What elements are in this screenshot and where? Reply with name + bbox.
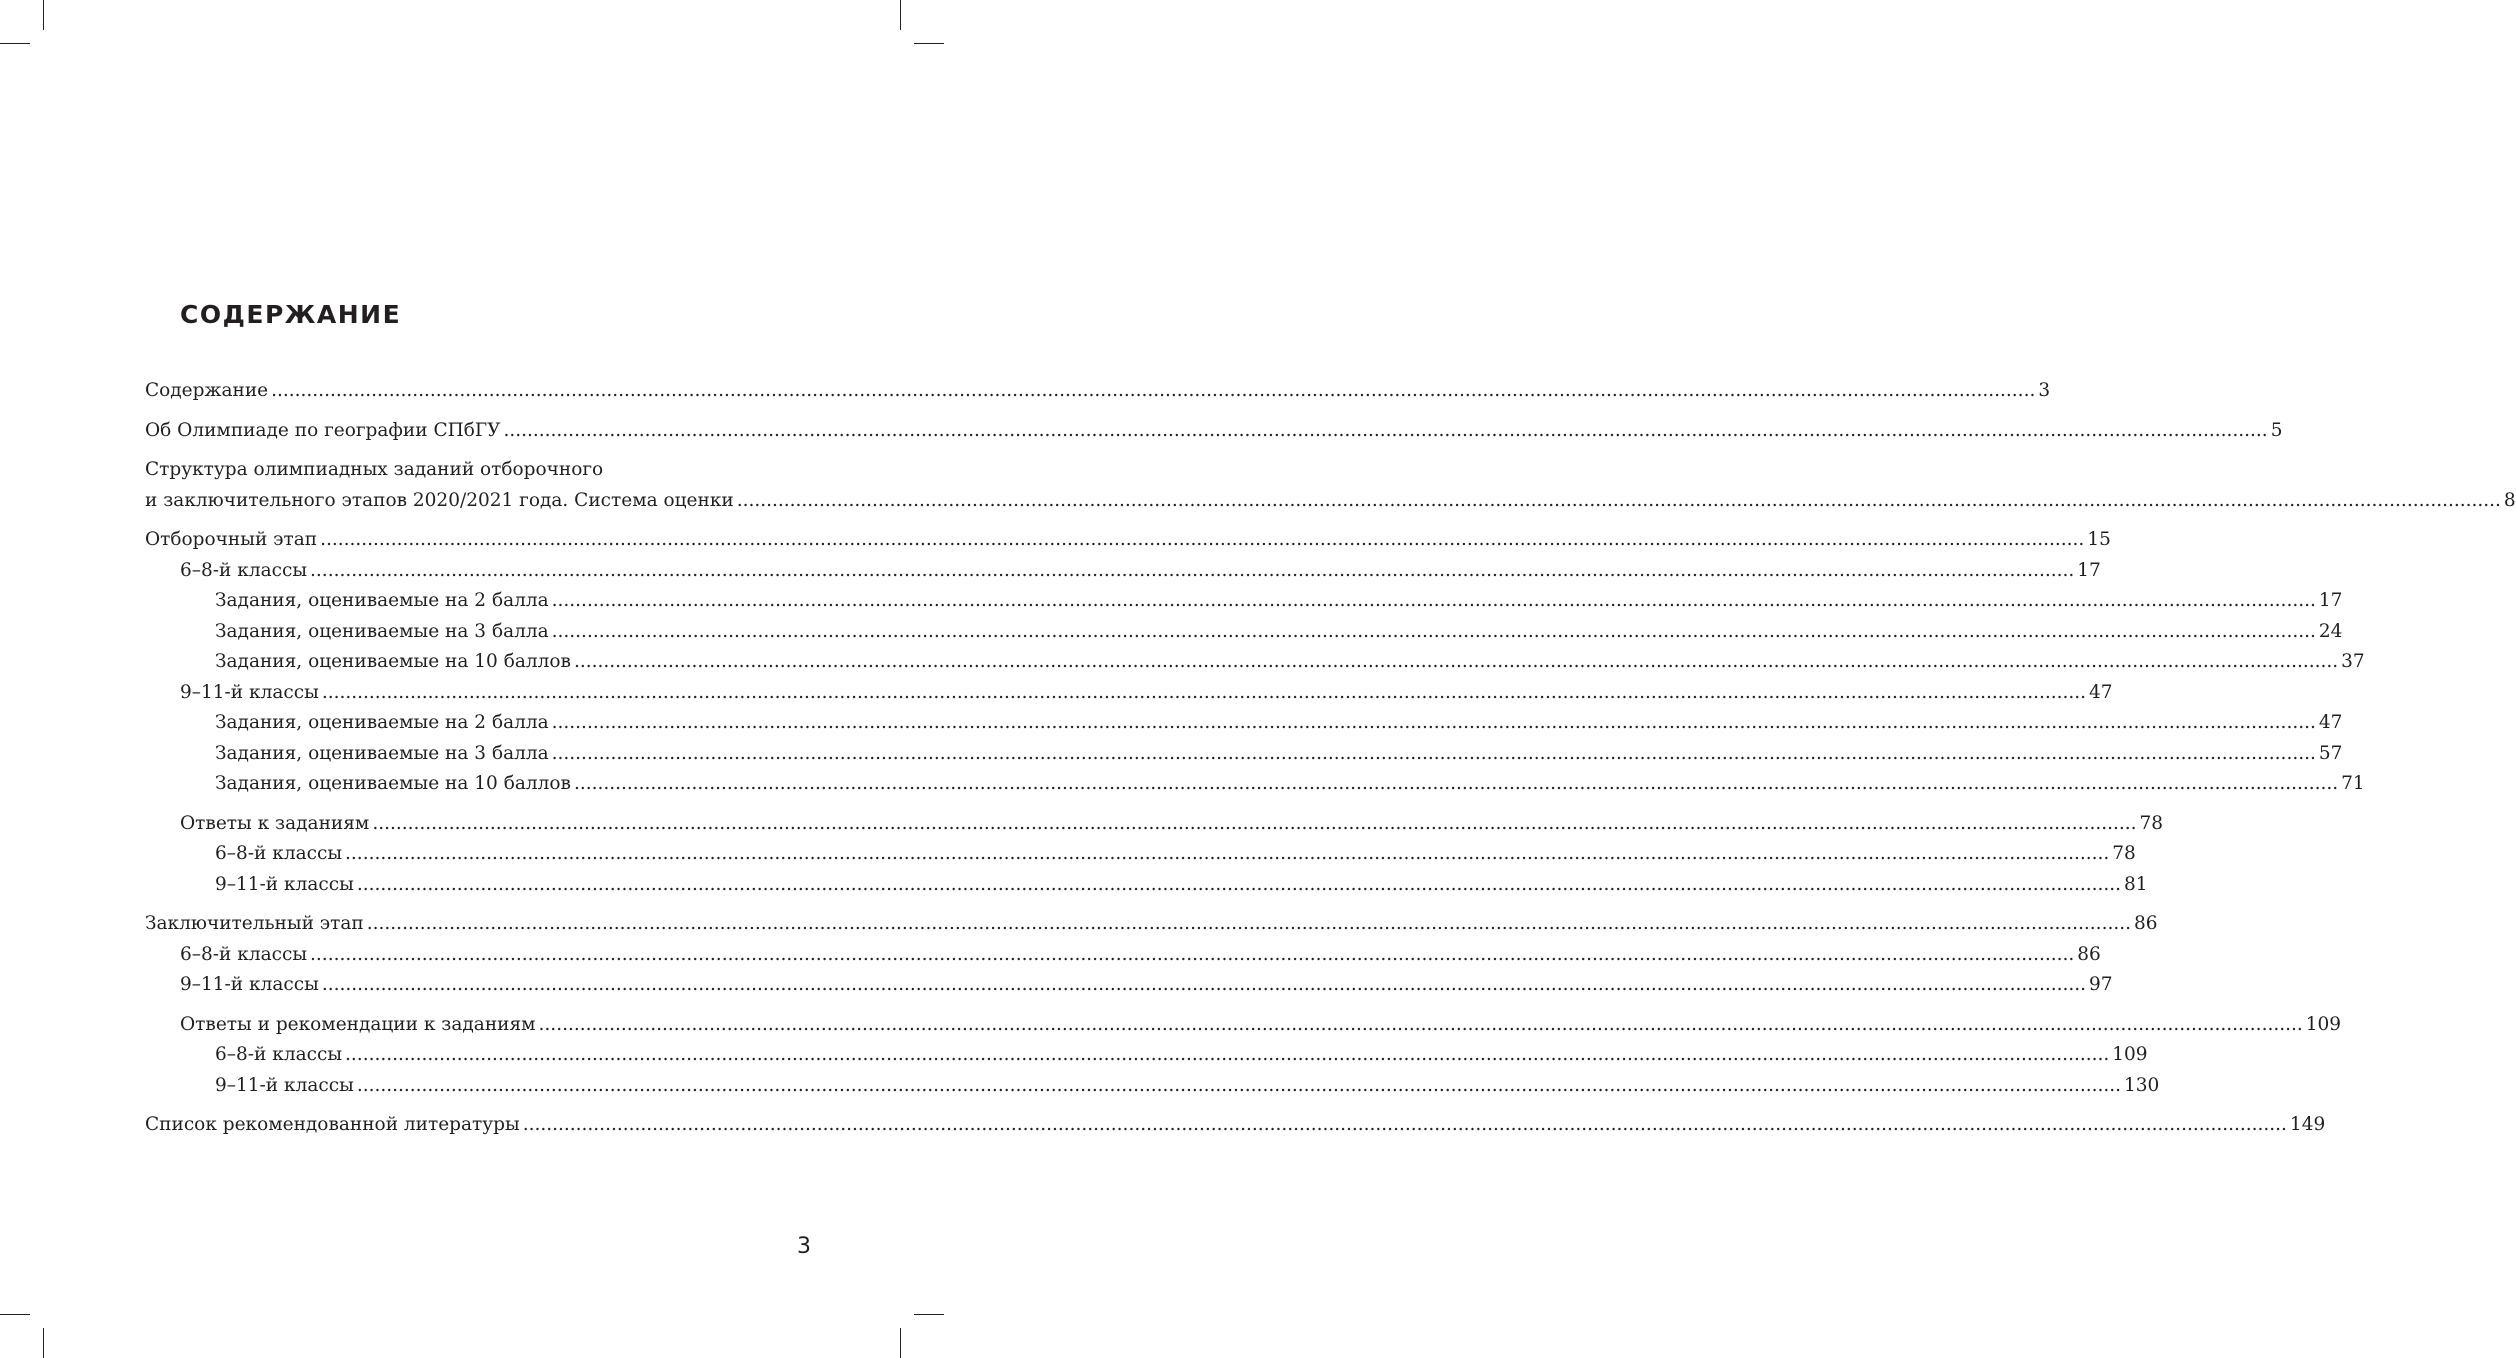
- dot-leader: ............................................................................................................................................................................................................................................................................................................: [736, 489, 2501, 511]
- crop-mark: [900, 0, 901, 30]
- toc-entry: Ответы к заданиям ............................................................................................................................................................................................................................................................................................................ 78: [145, 809, 811, 840]
- dot-leader: ............................................................................................................................................................................................................................................................................................................: [503, 419, 2268, 441]
- toc-entry: Задания, оцениваемые на 10 баллов ............................................................................................................................................................................................................................................................................................................ 37: [145, 647, 811, 678]
- dot-leader: ............................................................................................................................................................................................................................................................................................................: [345, 1044, 2110, 1065]
- crop-mark: [914, 1314, 944, 1315]
- crop-mark: [900, 1328, 901, 1358]
- crop-mark: [0, 43, 30, 44]
- toc-entry: Отборочный этап ............................................................................................................................................................................................................................................................................................................ 15: [145, 525, 811, 556]
- crop-mark: [0, 1314, 30, 1315]
- toc-entry: Содержание ............................................................................................................................................................................................................................................................................................................ 3: [145, 376, 811, 407]
- dot-leader: ............................................................................................................................................................................................................................................................................................................: [551, 620, 2316, 642]
- dot-leader: ............................................................................................................................................................................................................................................................................................................: [372, 812, 2137, 834]
- crop-mark: [43, 0, 44, 30]
- toc-entry: Список рекомендованной литературы ............................................................................................................................................................................................................................................................................................................ 149: [145, 1110, 811, 1141]
- dot-leader: ............................................................................................................................................................................................................................................................................................................: [573, 651, 2339, 672]
- toc-entry: 6–8-й классы ............................................................................................................................................................................................................................................................................................................ 109: [145, 1040, 811, 1071]
- toc-entry: 9–11-й классы ............................................................................................................................................................................................................................................................................................................ 81: [145, 870, 811, 901]
- dot-leader: ............................................................................................................................................................................................................................................................................................................: [356, 873, 2122, 895]
- dot-leader: ............................................................................................................................................................................................................................................................................................................: [321, 974, 2087, 995]
- page-title: СОДЕРЖАНИЕ: [180, 300, 402, 329]
- dot-leader: ............................................................................................................................................................................................................................................................................................................: [551, 590, 2316, 611]
- dot-leader: ............................................................................................................................................................................................................................................................................................................: [345, 843, 2110, 864]
- table-of-contents: [145, 376, 2516, 1141]
- dot-leader: ............................................................................................................................................................................................................................................................................................................: [538, 1013, 2303, 1035]
- page-number: 3: [797, 1234, 811, 1259]
- dot-leader: ............................................................................................................................................................................................................................................................................................................: [320, 529, 2085, 550]
- toc-entry: Ответы и рекомендации к заданиям ............................................................................................................................................................................................................................................................................................................ 109: [145, 1010, 811, 1041]
- dot-leader: ............................................................................................................................................................................................................................................................................................................: [321, 681, 2087, 703]
- dot-leader: ............................................................................................................................................................................................................................................................................................................: [551, 712, 2316, 733]
- toc-entry: Задания, оцениваемые на 3 балла ............................................................................................................................................................................................................................................................................................................ 24: [145, 617, 811, 648]
- dot-leader: ............................................................................................................................................................................................................................................................................................................: [522, 1114, 2287, 1135]
- dot-leader: ............................................................................................................................................................................................................................................................................................................: [573, 773, 2339, 794]
- toc-entry: Заключительный этап ............................................................................................................................................................................................................................................................................................................ 86: [145, 909, 811, 940]
- toc-entry: Задания, оцениваемые на 3 балла ............................................................................................................................................................................................................................................................................................................ 57: [145, 739, 811, 770]
- dot-leader: ............................................................................................................................................................................................................................................................................................................: [310, 559, 2075, 581]
- dot-leader: ............................................................................................................................................................................................................................................................................................................: [271, 380, 2036, 401]
- toc-entry: Задания, оцениваемые на 2 балла ............................................................................................................................................................................................................................................................................................................ 17: [145, 586, 811, 617]
- toc-entry: 6–8-й классы ............................................................................................................................................................................................................................................................................................................ 17: [145, 556, 811, 587]
- crop-mark: [43, 1328, 44, 1358]
- dot-leader: ............................................................................................................................................................................................................................................................................................................: [366, 913, 2131, 934]
- toc-entry: 6–8-й классы ............................................................................................................................................................................................................................................................................................................ 86: [145, 940, 811, 971]
- toc-entry: Задания, оцениваемые на 10 баллов ............................................................................................................................................................................................................................................................................................................ 71: [145, 769, 811, 800]
- toc-entry: 9–11-й классы ............................................................................................................................................................................................................................................................................................................ 97: [145, 970, 811, 1001]
- toc-entry: Структура олимпиадных заданий отборочного и заключительного этапов 2020/2021 года. Система оценки ............................................................................................................................................................................................................................................................................................................ 8: [145, 455, 811, 516]
- dot-leader: ............................................................................................................................................................................................................................................................................................................: [356, 1074, 2122, 1096]
- toc-entry: Задания, оцениваемые на 2 балла ............................................................................................................................................................................................................................................................................................................ 47: [145, 708, 811, 739]
- dot-leader: ............................................................................................................................................................................................................................................................................................................: [551, 742, 2316, 764]
- toc-entry: 9–11-й классы ............................................................................................................................................................................................................................................................................................................ 130: [145, 1071, 811, 1102]
- crop-mark: [914, 43, 944, 44]
- toc-entry: 6–8-й классы ............................................................................................................................................................................................................................................................................................................ 78: [145, 839, 811, 870]
- toc-entry: 9–11-й классы ............................................................................................................................................................................................................................................................................................................ 47: [145, 678, 811, 709]
- toc-entry: Об Олимпиаде по географии СПбГУ ............................................................................................................................................................................................................................................................................................................ 5: [145, 416, 811, 447]
- dot-leader: ............................................................................................................................................................................................................................................................................................................: [310, 943, 2075, 965]
